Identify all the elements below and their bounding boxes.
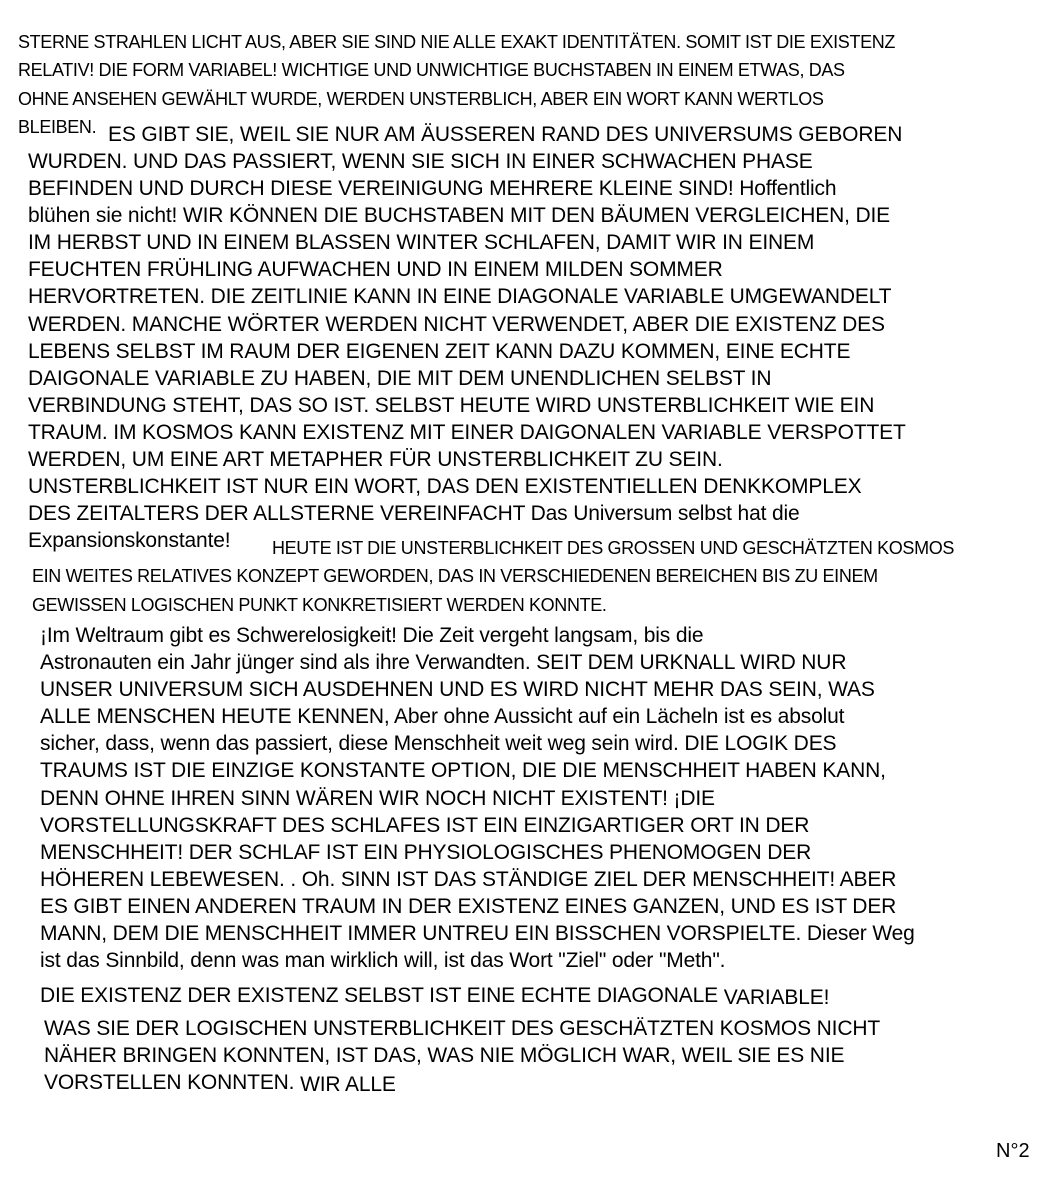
text-line: RELATIV! DIE FORM VARIABEL! WICHTIGE UND UNWICHTIGE BUCHSTABEN IN EINEM ETWAS, DAS [18, 60, 845, 81]
text-line: EIN WEITES RELATIVES KONZEPT GEWORDEN, DAS IN VERSCHIEDENEN BEREICHEN BIS ZU EINEM [32, 566, 878, 586]
text-line: ist das Sinnbild, denn was man wirklich will, ist das Wort "Ziel" oder "Meth". [40, 949, 726, 973]
page-number: N°2 [996, 1140, 1030, 1162]
text-segment: VARIABLE! [723, 986, 830, 1009]
block1-paragraph [28, 148, 906, 554]
text-line: ALLE MENSCHEN HEUTE KENNEN, Aber ohne Aussicht auf ein Lächeln ist es absolut [40, 705, 845, 729]
text-line: WAS SIE DER LOGISCHEN UNSTERBLICHKEIT DES GESCHÄTZTEN KOSMOS NICHT [44, 1017, 881, 1040]
text-line: blühen sie nicht! WIR KÖNNEN DIE BUCHSTABEN MIT DEN BÄUMEN VERGLEICHEN, DIE [28, 204, 891, 228]
text-line: HÖHEREN LEBEWESEN. . Oh. SINN IST DAS STÄNDIGE ZIEL DER MENSCHHEIT! ABER [40, 867, 897, 891]
text-line: Astronauten ein Jahr jünger sind als ihre Verwandten. SEIT DEM URKNALL WIRD NUR [40, 651, 847, 675]
text-line: DAIGONALE VARIABLE ZU HABEN, DIE MIT DEM UNENDLICHEN SELBST IN [28, 366, 772, 390]
text-line: WERDEN. MANCHE WÖRTER WERDEN NICHT VERWENDET, ABER DIE EXISTENZ DES [28, 312, 885, 336]
text-line: VORSTELLUNGSKRAFT DES SCHLAFES IST EIN EINZIGARTIGER ORT IN DER [40, 813, 810, 837]
text-line: TRAUM. IM KOSMOS KANN EXISTENZ MIT EINER DAIGONALEN VARIABLE VERSPOTTET [28, 420, 906, 444]
text-line: MENSCHHEIT! DER SCHLAF IST EIN PHYSIOLOGISCHES PHENOMOGEN DER [40, 840, 812, 864]
text-line: sicher, dass, wenn das passiert, diese Menschheit weit weg sein wird. DIE LOGIK DES [40, 732, 837, 756]
text-line: Expansionskonstante! [28, 529, 231, 553]
text-line: LEBENS SELBST IM RAUM DER EIGENEN ZEIT KANN DAZU KOMMEN, EINE ECHTE [28, 339, 851, 363]
text-line: IM HERBST UND IN EINEM BLASSEN WINTER SCHLAFEN, DAMIT WIR IN EINEM [28, 231, 815, 255]
text-segment: WIR ALLE [300, 1073, 396, 1097]
block2-paragraph [32, 562, 878, 619]
text-line: MANN, DEM DIE MENSCHHEIT IMMER UNTREU EIN BISSCHEN VORSPIELTE. Dieser Weg [40, 922, 915, 946]
block3-paragraph [40, 622, 915, 974]
text-line: HERVORTRETEN. DIE ZEITLINIE KANN IN EINE DIAGONALE VARIABLE UMGEWANDELT [28, 285, 892, 309]
text-line: WURDEN. UND DAS PASSIERT, WENN SIE SICH IN EINER SCHWACHEN PHASE [28, 150, 813, 173]
text-line: FEUCHTEN FRÜHLING AUFWACHEN UND IN EINEM MILDEN SOMMER [28, 258, 723, 282]
text-line: UNSER UNIVERSUM SICH AUSDEHNEN UND ES WIRD NICHT MEHR DAS SEIN, WAS [40, 678, 875, 702]
text-line: OHNE ANSEHEN GEWÄHLT WURDE, WERDEN UNSTERBLICH, ABER EIN WORT KANN WERTLOS [18, 88, 824, 109]
text-line: VERBINDUNG STEHT, DAS SO IST. SELBST HEUTE WIRD UNSTERBLICHKEIT WIE EIN [28, 393, 875, 417]
text-line: ¡Im Weltraum gibt es Schwerelosigkeit! Die Zeit vergeht langsam, bis die [40, 624, 704, 647]
text-line: UNSTERBLICHKEIT IST NUR EIN WORT, DAS DEN EXISTENTIELLEN DENKKOMPLEX [28, 475, 862, 499]
text-line: WERDEN, UM EINE ART METAPHER FÜR UNSTERBLICHKEIT ZU SEIN. [28, 448, 723, 472]
text-line [44, 1069, 880, 1096]
text-line: BLEIBEN. [18, 117, 97, 138]
text-line: GEWISSEN LOGISCHEN PUNKT KONKRETISIERT WERDEN KONNTE. [32, 594, 607, 615]
block1-first-line: ES GIBT SIE, WEIL SIE NUR AM ÄUSSEREN RAND DES UNIVERSUMS GEBOREN [108, 123, 903, 146]
block5-paragraph [44, 1015, 880, 1096]
block2-first-line: HEUTE IST DIE UNSTERBLICHKEIT DES GROSSEN UND GESCHÄTZTEN KOSMOS [272, 538, 955, 558]
text-segment: DIE EXISTENZ DER EXISTENZ SELBST IST EINE ECHTE DIAGONALE [40, 984, 719, 1007]
text-segment: VORSTELLEN KONNTEN. [44, 1071, 295, 1095]
text-line: ES GIBT EINEN ANDEREN TRAUM IN DER EXISTENZ EINES GANZEN, UND ES IST DER [40, 894, 897, 918]
text-line: DENN OHNE IHREN SINN WÄREN WIR NOCH NICHT EXISTENT! ¡DIE [40, 786, 715, 810]
text-line: DES ZEITALTERS DER ALLSTERNE VEREINFACHT Das Universum selbst hat die [28, 502, 800, 526]
text-line: TRAUMS IST DIE EINZIGE KONSTANTE OPTION, DIE DIE MENSCHHEIT HABEN KANN, [40, 759, 886, 783]
text-line: NÄHER BRINGEN KONNTEN, IST DAS, WAS NIE MÖGLICH WAR, WEIL SIE ES NIE [44, 1044, 845, 1068]
text-line: STERNE STRAHLEN LICHT AUS, ABER SIE SIND NIE ALLE EXAKT IDENTITÄTEN. SOMIT IST DIE EXISTENZ [18, 32, 896, 52]
diagonal-variable-line [40, 982, 829, 1009]
text-line: BEFINDEN UND DURCH DIESE VEREINIGUNG MEHRERE KLEINE SIND! Hoffentlich [28, 177, 837, 201]
